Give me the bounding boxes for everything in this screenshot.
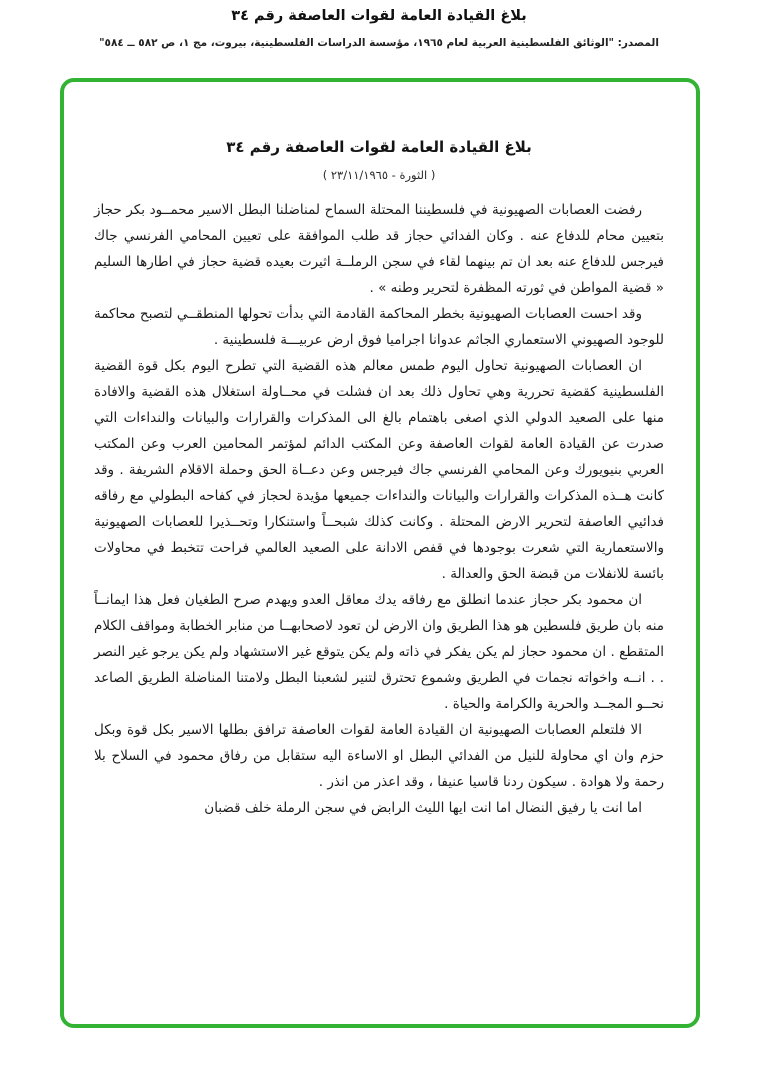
page-header — [0, 0, 758, 49]
document-paragraph: رفضت العصابات الصهيونية في فلسطيننا المحتلة السماح لمناضلنا البطل الاسير محمــود بكر حجاز بتعيين محام للدفاع عنه . وكان الفدائي حجاز قد طلب الموافقة على تعيين المحامي الفرنسي جاك فيرجس للدفاع عنه بعد ان تم بينهما لقاء في سجن الرملــة اثيرت بعيده قضية حجاز في اطارها السليم « قضية المواطن في ثورته المظفرة لتحرير وطنه » . — [94, 202, 664, 296]
document-body — [94, 197, 664, 821]
document-paragraph: الا فلتعلم العصابات الصهيونية ان القيادة العامة لقوات العاصفة ترافق بطلها الاسير بكل قوة وبكل حزم وان اي محاولة للنيل من الفدائي البطل او الاساءة اليه ستقابل من رفاق محمود في السلاح بلا رحمة ولا هوادة . سيكون ردنا قاسيا عنيفا ، وقد اعذر من انذر . — [94, 722, 664, 790]
document-date: ( الثورة - ٢٣/١١/١٩٦٥ ) — [322, 168, 436, 182]
source-citation: المصدر: "الوثائق الفلسطينية العربية لعام ١٩٦٥، مؤسسة الدراسات الفلسطينية، بيروت، مج ١، ص ٥٨٢ ــ ٥٨٤" — [99, 37, 659, 49]
document-title: بلاغ القيادة العامة لقوات العاصفة رقم ٣٤ — [226, 138, 532, 156]
document-paragraph: ان العصابات الصهيونية تحاول اليوم طمس معالم هذه القضية التي تطرح اليوم بكل قوة القضية الفلسطينية كقضية تحررية وهي تحاول ذلك بعد ان فشلت في محــاولة استغلال هذه القضية والافادة منها على الصعيد الدولي الذي اصغى باهتمام بالغ الى المذكرات والقرارات والبيانات والنداءات التي صدرت عن القيادة العامة لقوات العاصفة وعن المكتب الدائم لمؤتمر المحامين العرب وعن المكتب العربي بنيويورك وعن المحامي الفرنسي جاك فيرجس وعن دعــاة الحق وحملة الاقلام الشريفة . وقد كانت هــذه المذكرات والقرارات والبيانات والنداءات جميعها مؤيدة لحجاز في كفاحه البطولي مع رفاقه فدائيي العاصفة لتحرير الارض المحتلة . وكانت كذلك شبحــاً واستنكارا وتحــذيرا للعصابات الصهيونية والاستعمارية التي شعرت بوجودها في قفص الادانة على الصعيد العالمي فراحت تتخبط في محاولات بائسة للانفلات من قبضة الحق والعدالة . — [94, 358, 664, 582]
document-paragraph: اما انت يا رفيق النضال اما انت ايها الليث الرابض في سجن الرملة خلف قضبان — [204, 800, 642, 816]
document-paragraph: وقد احست العصابات الصهيونية بخطر المحاكمة القادمة التي بدأت تحولها المنطقــي لتصبح محاكمة للوجود الصهيوني الاستعماري الجاثم عدوانا اجراميا فوق ارض عربيـــة فلسطينية . — [94, 306, 664, 348]
document-frame — [60, 78, 700, 1028]
document-paragraph: ان محمود بكر حجاز عندما انطلق مع رفاقه يدك معاقل العدو ويهدم صرح الطغيان فعل هذا ايمانــاً منه بان طريق فلسطين هو هذا الطريق وان الارض لن تعود لاصحابهــا من منابر الخطابة ومواقف الكلام المتقطع . ان محمود حجاز لم يكن يفكر في ذاته ولم يكن يتوقع غير الاستشهاد ولم يكن يرجو غير النصر . . انــه واخواته نجمات في الطريق وشموع تحترق لتنير لشعبنا البطل ولامتنا المناضلة الطريق الصاعد نحــو المجــد والحرية والكرامة والحياة . — [94, 592, 664, 712]
page-title: بلاغ القيادة العامة لقوات العاصفة رقم ٣٤ — [231, 8, 527, 24]
